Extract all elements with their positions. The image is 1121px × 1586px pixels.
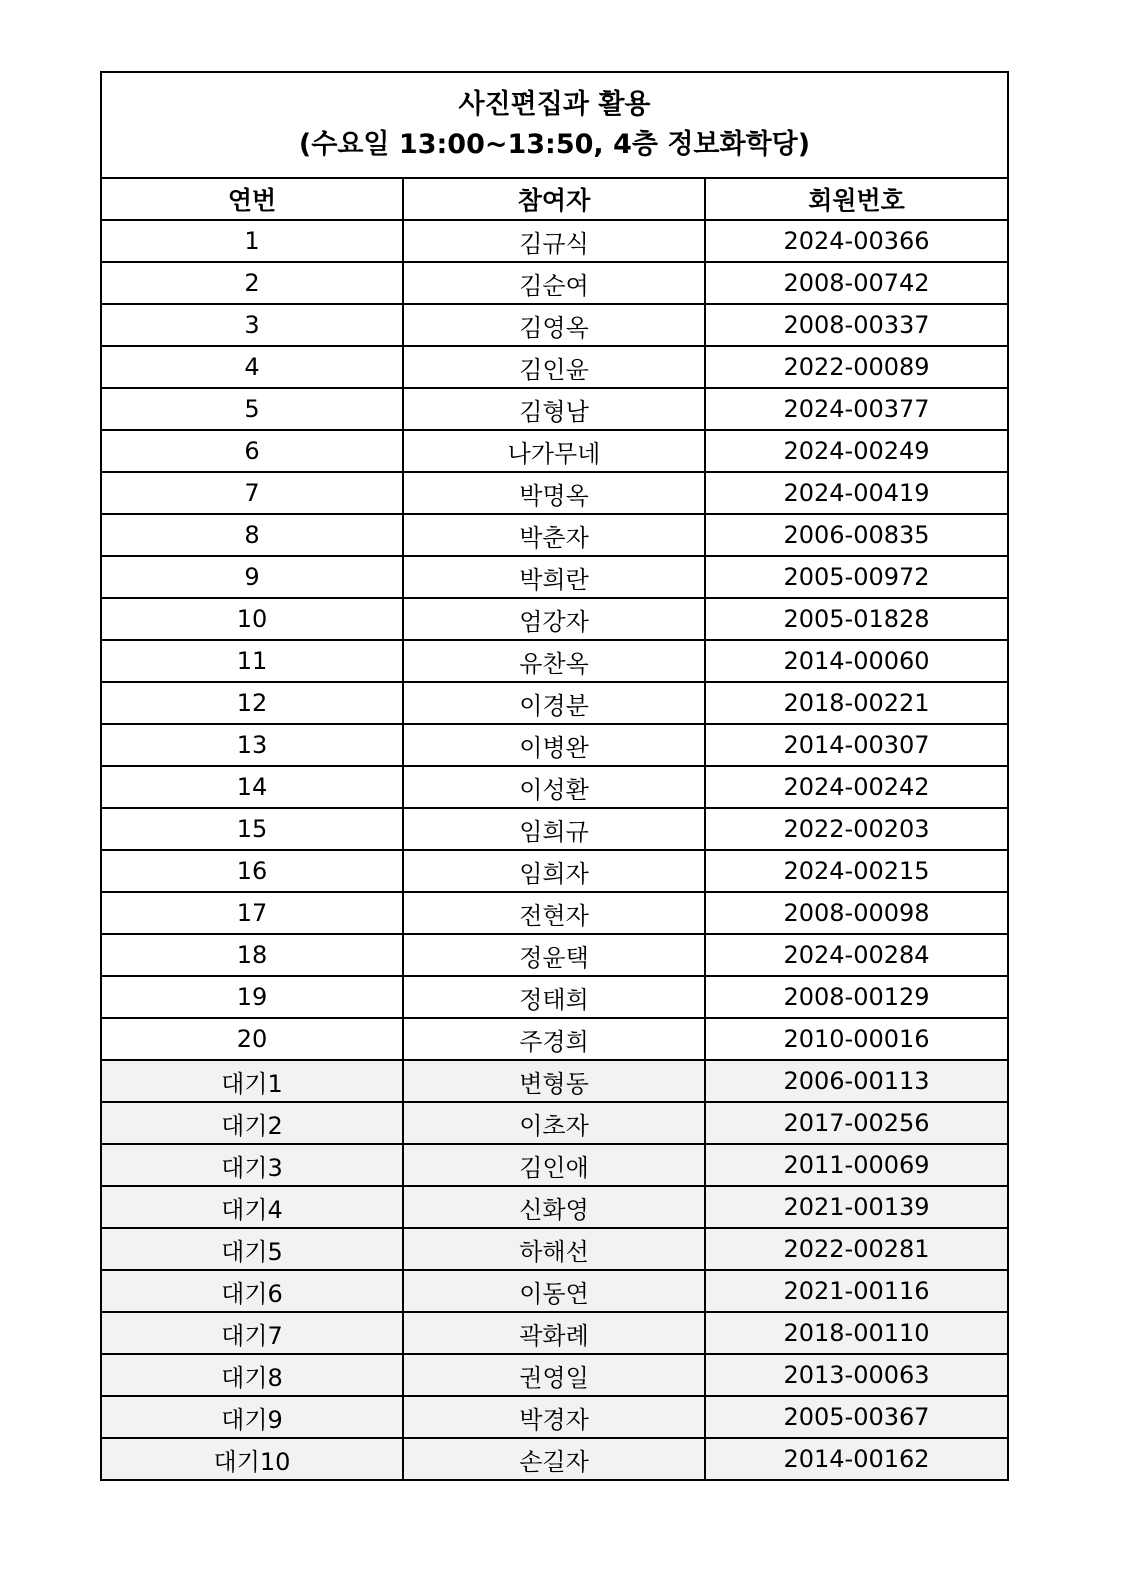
table-row [101,346,1008,388]
table-row [101,472,1008,514]
participant-name: 박경자 [403,1396,705,1438]
row-number: 15 [101,808,403,850]
table-row [101,262,1008,304]
participant-name: 김인윤 [403,346,705,388]
table-row [101,388,1008,430]
header-participant: 참여자 [403,178,705,220]
waitlist-row [101,1228,1008,1270]
row-number: 1 [101,220,403,262]
participant-name: 이초자 [403,1102,705,1144]
row-number: 대기10 [101,1438,403,1480]
table-row [101,514,1008,556]
course-title: 사진편집과 활용 [458,89,651,120]
waitlist-row [101,1396,1008,1438]
table-row [101,304,1008,346]
participant-name: 박명옥 [403,472,705,514]
member-id: 2014-00162 [705,1438,1008,1480]
participant-table [100,71,1009,1481]
table-row [101,934,1008,976]
table-row [101,220,1008,262]
header-row [101,178,1008,220]
participant-name: 김영옥 [403,304,705,346]
row-number: 14 [101,766,403,808]
participant-name: 손길자 [403,1438,705,1480]
header-member-id: 회원번호 [705,178,1008,220]
participant-name: 변형동 [403,1060,705,1102]
waitlist-row [101,1144,1008,1186]
member-id: 2008-00337 [705,304,1008,346]
row-number: 대기3 [101,1144,403,1186]
member-id: 2021-00116 [705,1270,1008,1312]
member-id: 2021-00139 [705,1186,1008,1228]
member-id: 2006-00113 [705,1060,1008,1102]
table-row [101,766,1008,808]
member-id: 2005-01828 [705,598,1008,640]
row-number: 대기7 [101,1312,403,1354]
table-title [101,72,1008,178]
participant-name: 유찬옥 [403,640,705,682]
member-id: 2014-00060 [705,640,1008,682]
member-id: 2022-00203 [705,808,1008,850]
member-id: 2008-00742 [705,262,1008,304]
table-row [101,640,1008,682]
waitlist-row [101,1354,1008,1396]
table-row [101,430,1008,472]
participant-name: 이경분 [403,682,705,724]
table-row [101,556,1008,598]
row-number: 12 [101,682,403,724]
participant-name: 이병완 [403,724,705,766]
member-id: 2024-00242 [705,766,1008,808]
row-number: 10 [101,598,403,640]
member-id: 2022-00089 [705,346,1008,388]
row-number: 16 [101,850,403,892]
participant-name: 박희란 [403,556,705,598]
participant-name: 김규식 [403,220,705,262]
waitlist-row [101,1102,1008,1144]
member-id: 2024-00366 [705,220,1008,262]
participant-name: 하해선 [403,1228,705,1270]
participant-name: 김순여 [403,262,705,304]
row-number: 대기4 [101,1186,403,1228]
header-number: 연번 [101,178,403,220]
table-row [101,850,1008,892]
row-number: 7 [101,472,403,514]
participant-name: 임희규 [403,808,705,850]
member-id: 2005-00972 [705,556,1008,598]
member-id: 2008-00098 [705,892,1008,934]
table-row [101,892,1008,934]
row-number: 9 [101,556,403,598]
waitlist-row [101,1312,1008,1354]
participant-name: 정윤택 [403,934,705,976]
row-number: 대기6 [101,1270,403,1312]
participant-name: 김인애 [403,1144,705,1186]
row-number: 6 [101,430,403,472]
row-number: 대기2 [101,1102,403,1144]
member-id: 2024-00419 [705,472,1008,514]
table-row [101,724,1008,766]
member-id: 2005-00367 [705,1396,1008,1438]
row-number: 8 [101,514,403,556]
row-number: 20 [101,1018,403,1060]
row-number: 대기5 [101,1228,403,1270]
table-row [101,1018,1008,1060]
member-id: 2024-00249 [705,430,1008,472]
member-id: 2018-00221 [705,682,1008,724]
member-id: 2014-00307 [705,724,1008,766]
row-number: 4 [101,346,403,388]
title-row [101,72,1008,178]
member-id: 2018-00110 [705,1312,1008,1354]
row-number: 대기8 [101,1354,403,1396]
member-id: 2008-00129 [705,976,1008,1018]
row-number: 대기9 [101,1396,403,1438]
member-id: 2006-00835 [705,514,1008,556]
table-row [101,598,1008,640]
member-id: 2024-00284 [705,934,1008,976]
participant-name: 나가무네 [403,430,705,472]
member-id: 2024-00377 [705,388,1008,430]
member-id: 2011-00069 [705,1144,1008,1186]
participant-name: 이동연 [403,1270,705,1312]
row-number: 17 [101,892,403,934]
participant-name: 김형남 [403,388,705,430]
table-body [101,220,1008,1480]
row-number: 5 [101,388,403,430]
participant-name: 이성환 [403,766,705,808]
participant-name: 정태희 [403,976,705,1018]
waitlist-row [101,1438,1008,1480]
row-number: 2 [101,262,403,304]
row-number: 3 [101,304,403,346]
row-number: 18 [101,934,403,976]
participant-name: 권영일 [403,1354,705,1396]
member-id: 2024-00215 [705,850,1008,892]
table-row [101,682,1008,724]
row-number: 대기1 [101,1060,403,1102]
participant-name: 전현자 [403,892,705,934]
waitlist-row [101,1270,1008,1312]
participant-name: 곽화례 [403,1312,705,1354]
participant-name: 임희자 [403,850,705,892]
roster-sheet [100,71,1007,1481]
participant-name: 엄강자 [403,598,705,640]
course-schedule: (수요일 13:00~13:50, 4층 정보화학당) [298,129,811,160]
waitlist-row [101,1186,1008,1228]
participant-name: 신화영 [403,1186,705,1228]
participant-name: 박춘자 [403,514,705,556]
member-id: 2013-00063 [705,1354,1008,1396]
row-number: 19 [101,976,403,1018]
table-row [101,976,1008,1018]
row-number: 11 [101,640,403,682]
row-number: 13 [101,724,403,766]
table-row [101,808,1008,850]
member-id: 2010-00016 [705,1018,1008,1060]
member-id: 2022-00281 [705,1228,1008,1270]
participant-name: 주경희 [403,1018,705,1060]
waitlist-row [101,1060,1008,1102]
member-id: 2017-00256 [705,1102,1008,1144]
